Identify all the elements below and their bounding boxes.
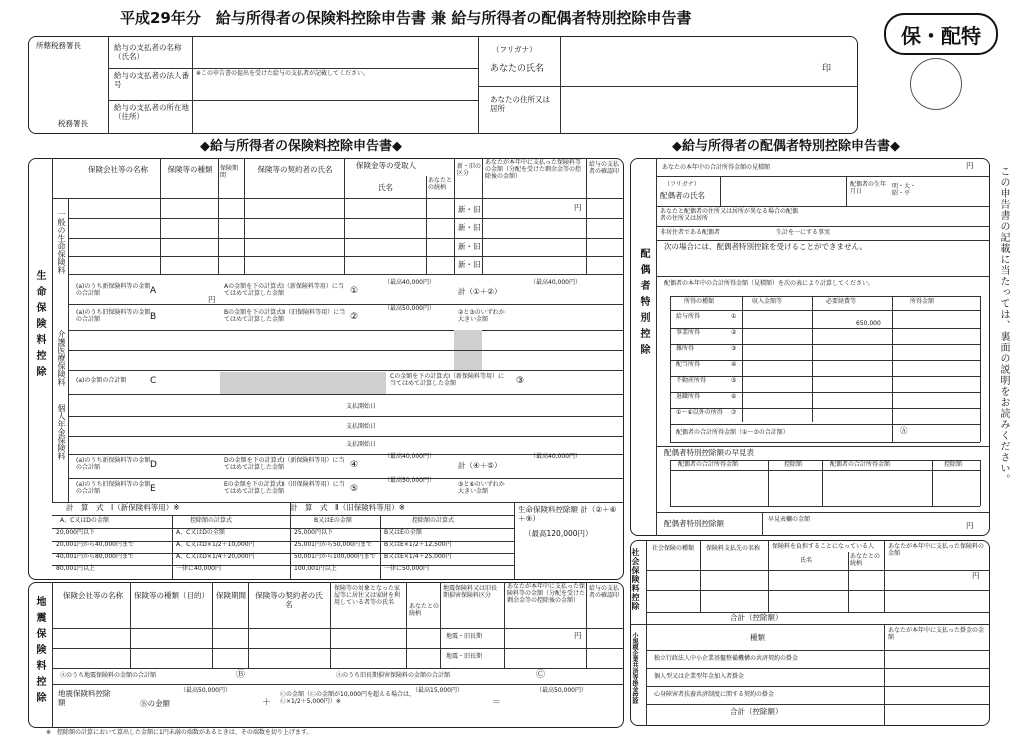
eq-markC: Ⓒ — [536, 670, 546, 680]
spouse-total-label: 配偶者の合計所得金額（①～⑦の合計額） — [676, 429, 789, 436]
spouse-warn: 次の場合には、配偶者特別控除を受けることができません。 — [664, 242, 867, 251]
seal-mark: 印 — [822, 64, 832, 74]
spouse-side-label: 配偶者特別控除 — [638, 248, 649, 360]
rowE-mark: E — [150, 484, 156, 494]
max40-1: （最高40,000円） — [384, 279, 435, 286]
eq-b-amount: Ⓑの金額 — [140, 699, 170, 708]
circle-1: ① — [350, 286, 359, 296]
eq-sumB-label: Ⓐのうち地震保険料の金額の合計額 — [60, 672, 157, 679]
income-row-number: ② — [731, 329, 737, 336]
income-row-label: 雑所得 — [676, 345, 695, 352]
care-grey-wide — [220, 372, 386, 394]
col-recipient: 保険金等の受取人 — [356, 161, 416, 170]
rowB-label: (a)のうち旧保険料等の金額の合計額 — [76, 309, 151, 323]
shinkyu-3[interactable]: 新・旧 — [458, 242, 481, 251]
formula-cell: 一律に40,000円 — [176, 565, 221, 572]
formula-cell: 80,001円以上 — [56, 565, 95, 572]
rowD-mark: D — [150, 460, 157, 470]
spouse-name-label: 配偶者の氏名 — [660, 191, 705, 200]
max50-1: （最高50,000円） — [384, 305, 435, 312]
eq-col-contractor: 保険等の契約者の氏名 — [255, 591, 323, 609]
formula2-h-amount: B又はEの金額 — [314, 517, 352, 524]
eq-sumC-label: Ⓐのうち旧長期損害保険料の金額の合計額 — [336, 672, 451, 679]
col-recipient-name: 氏名 — [378, 183, 393, 192]
spouse-650: 650,000 — [856, 320, 881, 327]
sum45-label: 計（④＋⑤） — [458, 461, 502, 470]
spouse-deduct-label: 配偶者特別控除額 — [664, 519, 724, 528]
stamp-circle — [910, 58, 962, 110]
rowA-mark: A — [150, 286, 157, 296]
start-date-2: 支払開始日 — [346, 423, 377, 430]
shinkyu-4[interactable]: 新・旧 — [458, 260, 481, 269]
footnote: ※ 控除額の計算において算出した金額に1円未満の端数があるときは、その端数を切り上げます。 — [46, 729, 313, 736]
payer-number-field[interactable] — [194, 80, 476, 98]
income-row-number: ④ — [731, 361, 737, 368]
circle-3: ③ — [516, 376, 525, 386]
formula1-h-amount: A、C又はDの金額 — [60, 517, 109, 524]
formula-cell: 20,000円以下 — [56, 529, 95, 536]
quick-col-0: 配偶者の合計所得金額 — [678, 461, 739, 468]
payer-address-label: 給与の支払者の所在地（住所） — [114, 103, 189, 121]
income-row-label: 配当所得 — [676, 361, 701, 368]
eq-deduct-label: 地震保険料控除額 — [58, 689, 111, 707]
start-date-3: 支払開始日 — [346, 441, 377, 448]
payer-name-label: 給与の支払者の名称（氏名） — [114, 43, 182, 61]
col-relation: あなたとの続柄 — [428, 177, 453, 191]
formula-cell: 一律に50,000円 — [384, 565, 429, 572]
payer-address-field[interactable] — [194, 102, 476, 132]
office-head-label: 所轄税務署長 — [36, 41, 81, 50]
eq-plus: ＋ — [262, 698, 272, 708]
yen-A: 円 — [208, 295, 216, 304]
smallbiz-total: 合計（控除額） — [730, 707, 783, 716]
formula1-title: 計 算 式 Ⅰ（新保険料等用）※ — [66, 503, 180, 512]
eq-max15: （最高15,000円） — [412, 687, 463, 694]
eq-max50: （最高50,000円） — [180, 687, 231, 694]
eq-col-seal: 給与の支払者の確認印 — [589, 585, 620, 599]
inc-col-0: 所得の種類 — [684, 298, 715, 305]
inc-col-1: 収入金額等 — [752, 298, 783, 305]
income-row-label: 事業所得 — [676, 329, 701, 336]
eq-col-relation: あなたとの続柄 — [409, 603, 440, 617]
formula-cell: B又はEの全額 — [384, 529, 422, 536]
life-total-max: （最高120,000円） — [524, 529, 593, 538]
rowD-label: (a)のうち新保険料等の金額の合計額 — [76, 457, 151, 471]
formula-cell: 40,001円から80,000円まで — [56, 553, 134, 560]
spouse-birth-label: 配偶者の生年月日 — [850, 181, 887, 195]
income-row-number: ⑦ — [731, 409, 737, 416]
max50-2: （最高50,000円） — [384, 477, 435, 484]
quick-col-3: 控除額 — [944, 461, 963, 468]
payer-name-field[interactable] — [194, 38, 476, 66]
income-row-number: ⑤ — [731, 377, 737, 384]
social-col-0: 社会保険の種類 — [652, 545, 695, 552]
calc3-label: Cの金額を下の計算式Ⅰ（新保険料等用）に当てはめて計算した金額 — [390, 373, 504, 387]
either2-label: ②と③のいずれか大きい金額 — [458, 309, 505, 323]
your-address-label: あなたの住所又は居所 — [490, 95, 550, 113]
max40-3: （最高40,000円） — [384, 453, 435, 460]
eq-col-type: 保険等の種類（目的） — [134, 591, 209, 600]
mark-A-spouse: Ⓐ — [900, 426, 908, 435]
formula-cell: 50,001円から100,000円まで — [294, 553, 376, 560]
your-address-field[interactable] — [562, 90, 852, 130]
calc1-label: Aの金額を下の計算式Ⅰ（新保険料等用）に当てはめて計算した金額 — [224, 283, 344, 297]
life-total-label: 生命保険料控除額 計（②＋⑥＋⑨） — [518, 505, 617, 523]
col-paid-amount: あなたが本年中に支払った保険料等の金額（分配を受けた剰余金等の控除後の金額） — [485, 159, 582, 180]
circle-2: ② — [350, 312, 359, 322]
care-medical-label: 介護医療保険料 — [57, 330, 66, 386]
smallbiz-side-label: 小規模企業共済等掛金控除 — [631, 632, 638, 704]
max40-4: （最高40,000円） — [530, 453, 581, 460]
social-col-3: 氏名 — [800, 557, 813, 564]
eq-yen: 円 — [574, 631, 582, 640]
col-company: 保険会社等の名称 — [88, 165, 148, 174]
formula-cell: 20,001円から40,000円まで — [56, 541, 134, 548]
spouse-era[interactable]: 明・大・昭・平 — [892, 183, 917, 197]
formula-cell: 25,000円以下 — [294, 529, 333, 536]
your-name-label: あなたの氏名 — [490, 64, 545, 74]
col-contractor: 保険等の契約者の氏名 — [257, 165, 333, 174]
circle-5: ⑤ — [350, 484, 359, 494]
your-name-field[interactable] — [562, 40, 822, 84]
spouse-deduct-sub: 早見表欄の金額 — [768, 516, 811, 523]
formula1-h-formula: 控除額の計算式 — [190, 517, 233, 524]
spouse-yen-top: 円 — [966, 161, 974, 170]
circle-4: ④ — [350, 460, 359, 470]
col-type: 保険等の種類 — [167, 165, 213, 174]
quick-col-1: 控除額 — [784, 461, 803, 468]
shinkyu-1[interactable]: 新・旧 — [458, 205, 481, 214]
spouse-quick-title: 配偶者特別控除額の早見表 — [664, 448, 754, 457]
calc2-label: Bの金額を下の計算式Ⅱ（旧保険料等用）に当てはめて計算した金額 — [224, 309, 346, 323]
spouse-income-note: あなたの本年中の合計所得金額の見積額 — [662, 164, 771, 171]
formula-cell: 100,001円以上 — [294, 565, 337, 572]
formula-cell: B又はE×1/2＋12,500円 — [384, 541, 452, 548]
formula-cell: A、C又はDの全額 — [176, 529, 225, 536]
social-side-label: 社会保険料控除 — [631, 548, 640, 611]
either6-label: ⑤と⑥のいずれか大きい金額 — [458, 481, 505, 495]
shinkyu-2[interactable]: 新・旧 — [458, 223, 481, 232]
social-yen: 円 — [972, 571, 980, 580]
income-row-number: ① — [731, 313, 737, 320]
smallbiz-col2: あなたが本年中に支払った掛金の金額 — [888, 627, 985, 641]
social-col-2: 保険料を負担することになっている人 — [772, 543, 875, 550]
tax-office-label: 税務署長 — [58, 119, 88, 128]
spouse-furigana: （フリガナ） — [664, 181, 700, 188]
start-date-1: 支払開始日 — [346, 403, 377, 410]
yen-life: 円 — [574, 203, 582, 212]
col-confirm-seal: 給与の支払者の確認印 — [589, 161, 620, 175]
formula-cell: 25,001円から50,000円まで — [294, 541, 372, 548]
payer-number-note: ※この申告書の提出を受けた給与の支払者が記載してください。 — [196, 70, 370, 77]
earthquake-side-label: 地震保険料控除 — [34, 596, 45, 708]
eq-max50b: （最高50,000円） — [536, 687, 587, 694]
spouse-sameliv-label: 生計を一にする事実 — [776, 229, 831, 236]
side-instruction: この申告書の記載に当たっては、裏面の説明をお読みください。 — [998, 166, 1009, 485]
eq-col-company: 保険会社等の名称 — [63, 591, 123, 600]
calc5-label: Eの金額を下の計算式Ⅱ（旧保険料等用）に当てはめて計算した金額 — [224, 481, 345, 495]
col-shinkyu: 新・旧の区分 — [457, 163, 482, 177]
sum12-label: 計（①＋②） — [458, 287, 502, 296]
social-col-4: あなたとの続柄 — [850, 553, 881, 567]
inc-col-2: 必要経費等 — [826, 298, 857, 305]
pension-label: 個人年金保険料 — [57, 404, 66, 460]
eq-col-period: 保険期間 — [216, 591, 246, 600]
insurance-section-title: ◆給与所得者の保険料控除申告書◆ — [200, 139, 402, 154]
eq-col-kind: 地震保険料又は旧長期損害保険料区分 — [443, 585, 498, 599]
spouse-calc-title: 配偶者の本年中の合計所得金額（見積額）を次の表により計算してください。 — [664, 280, 875, 287]
spouse-nonres-label: 非居住者である配偶者 — [660, 229, 721, 236]
max40-2: （最高40,000円） — [530, 279, 581, 286]
formula2-h-formula: 控除額の計算式 — [412, 517, 455, 524]
rowA-label: (a)のうち新保険料等の金額の合計額 — [76, 283, 151, 297]
furigana-label: （フリガナ） — [492, 45, 537, 54]
formula-cell: A、C又はD×1/2＋10,000円 — [176, 541, 255, 548]
form-title: 平成29年分 給与所得者の保険料控除申告書 兼 給与所得者の配偶者特別控除申告書 — [120, 9, 692, 27]
form-type-badge: 保・配特 — [884, 13, 998, 55]
formula-cell: A、C又はD×1/4＋20,000円 — [176, 553, 255, 560]
smallbiz-item-0: 独立行政法人中小企業基盤整備機構の共済契約の掛金 — [654, 655, 799, 662]
inc-col-3: 所得金額 — [910, 298, 935, 305]
eq-col-paid: あなたが本年中に支払った保険料等の金額（分配を受けた剰余金等の控除後の金額） — [507, 583, 586, 604]
formula2-title: 計 算 式 Ⅱ（旧保険料等用）※ — [290, 503, 405, 512]
spouse-deduct-yen: 円 — [966, 521, 974, 530]
eq-kind-2[interactable]: 地震・旧長期 — [446, 653, 483, 660]
rowC-label: (a)の金額の合計額 — [76, 377, 127, 384]
income-row-label: 不動産所得 — [676, 377, 707, 384]
smallbiz-item-2: 心身障害者扶養共済制度に関する契約の掛金 — [654, 691, 775, 698]
eq-markB: Ⓑ — [236, 670, 246, 680]
income-row-label: ①～⑥以外の所得 — [676, 409, 723, 416]
spouse-name-field[interactable] — [722, 178, 842, 204]
income-row-label: 退職所得 — [676, 393, 701, 400]
col-period: 保険期間 — [220, 165, 239, 179]
rowE-label: (a)のうち旧保険料等の金額の合計額 — [76, 481, 151, 495]
quick-col-2: 配偶者の合計所得金額 — [830, 461, 891, 468]
general-life-label: 一般の生命保険料 — [57, 210, 66, 274]
formula-cell: B又はE×1/4＋25,000円 — [384, 553, 452, 560]
social-total: 合計（控除額） — [730, 613, 783, 622]
social-col-5: あなたが本年中に支払った保険料の金額 — [888, 543, 985, 557]
eq-kind-1[interactable]: 地震・旧長期 — [446, 633, 483, 640]
calc4-label: Dの金額を下の計算式Ⅰ（新保険料等用）に当てはめて計算した金額 — [224, 457, 345, 471]
life-insurance-side-label: 生命保険料控除 — [34, 270, 45, 382]
spouse-section-title: ◆給与所得者の配偶者特別控除申告書◆ — [672, 139, 900, 154]
eq-col-resident: 保険等の対象となった家屋等に居住又は家財を利用している者等の氏名 — [334, 585, 401, 606]
eq-c-note: Ⓒの金額（Ⓒの金額が10,000円を超える場合は、Ⓒ×1/2＋5,000円）※ — [280, 691, 415, 705]
eq-equals: ＝ — [492, 698, 502, 708]
income-row-label: 給与所得 — [676, 313, 701, 320]
rowC-mark: C — [150, 376, 157, 386]
spouse-address-label: あなたと配偶者の住所又は居所が異なる場合の配偶者の住所又は居所 — [660, 208, 799, 222]
smallbiz-col: 種類 — [750, 633, 765, 642]
rowB-mark: B — [150, 312, 157, 322]
smallbiz-item-1: 個人型又は企業型年金加入者掛金 — [654, 673, 745, 680]
payer-number-label: 給与の支払者の法人番号 — [114, 71, 189, 89]
income-row-number: ⑥ — [731, 393, 737, 400]
social-col-1: 保険料支払先の名称 — [706, 545, 761, 552]
income-row-number: ③ — [731, 345, 737, 352]
